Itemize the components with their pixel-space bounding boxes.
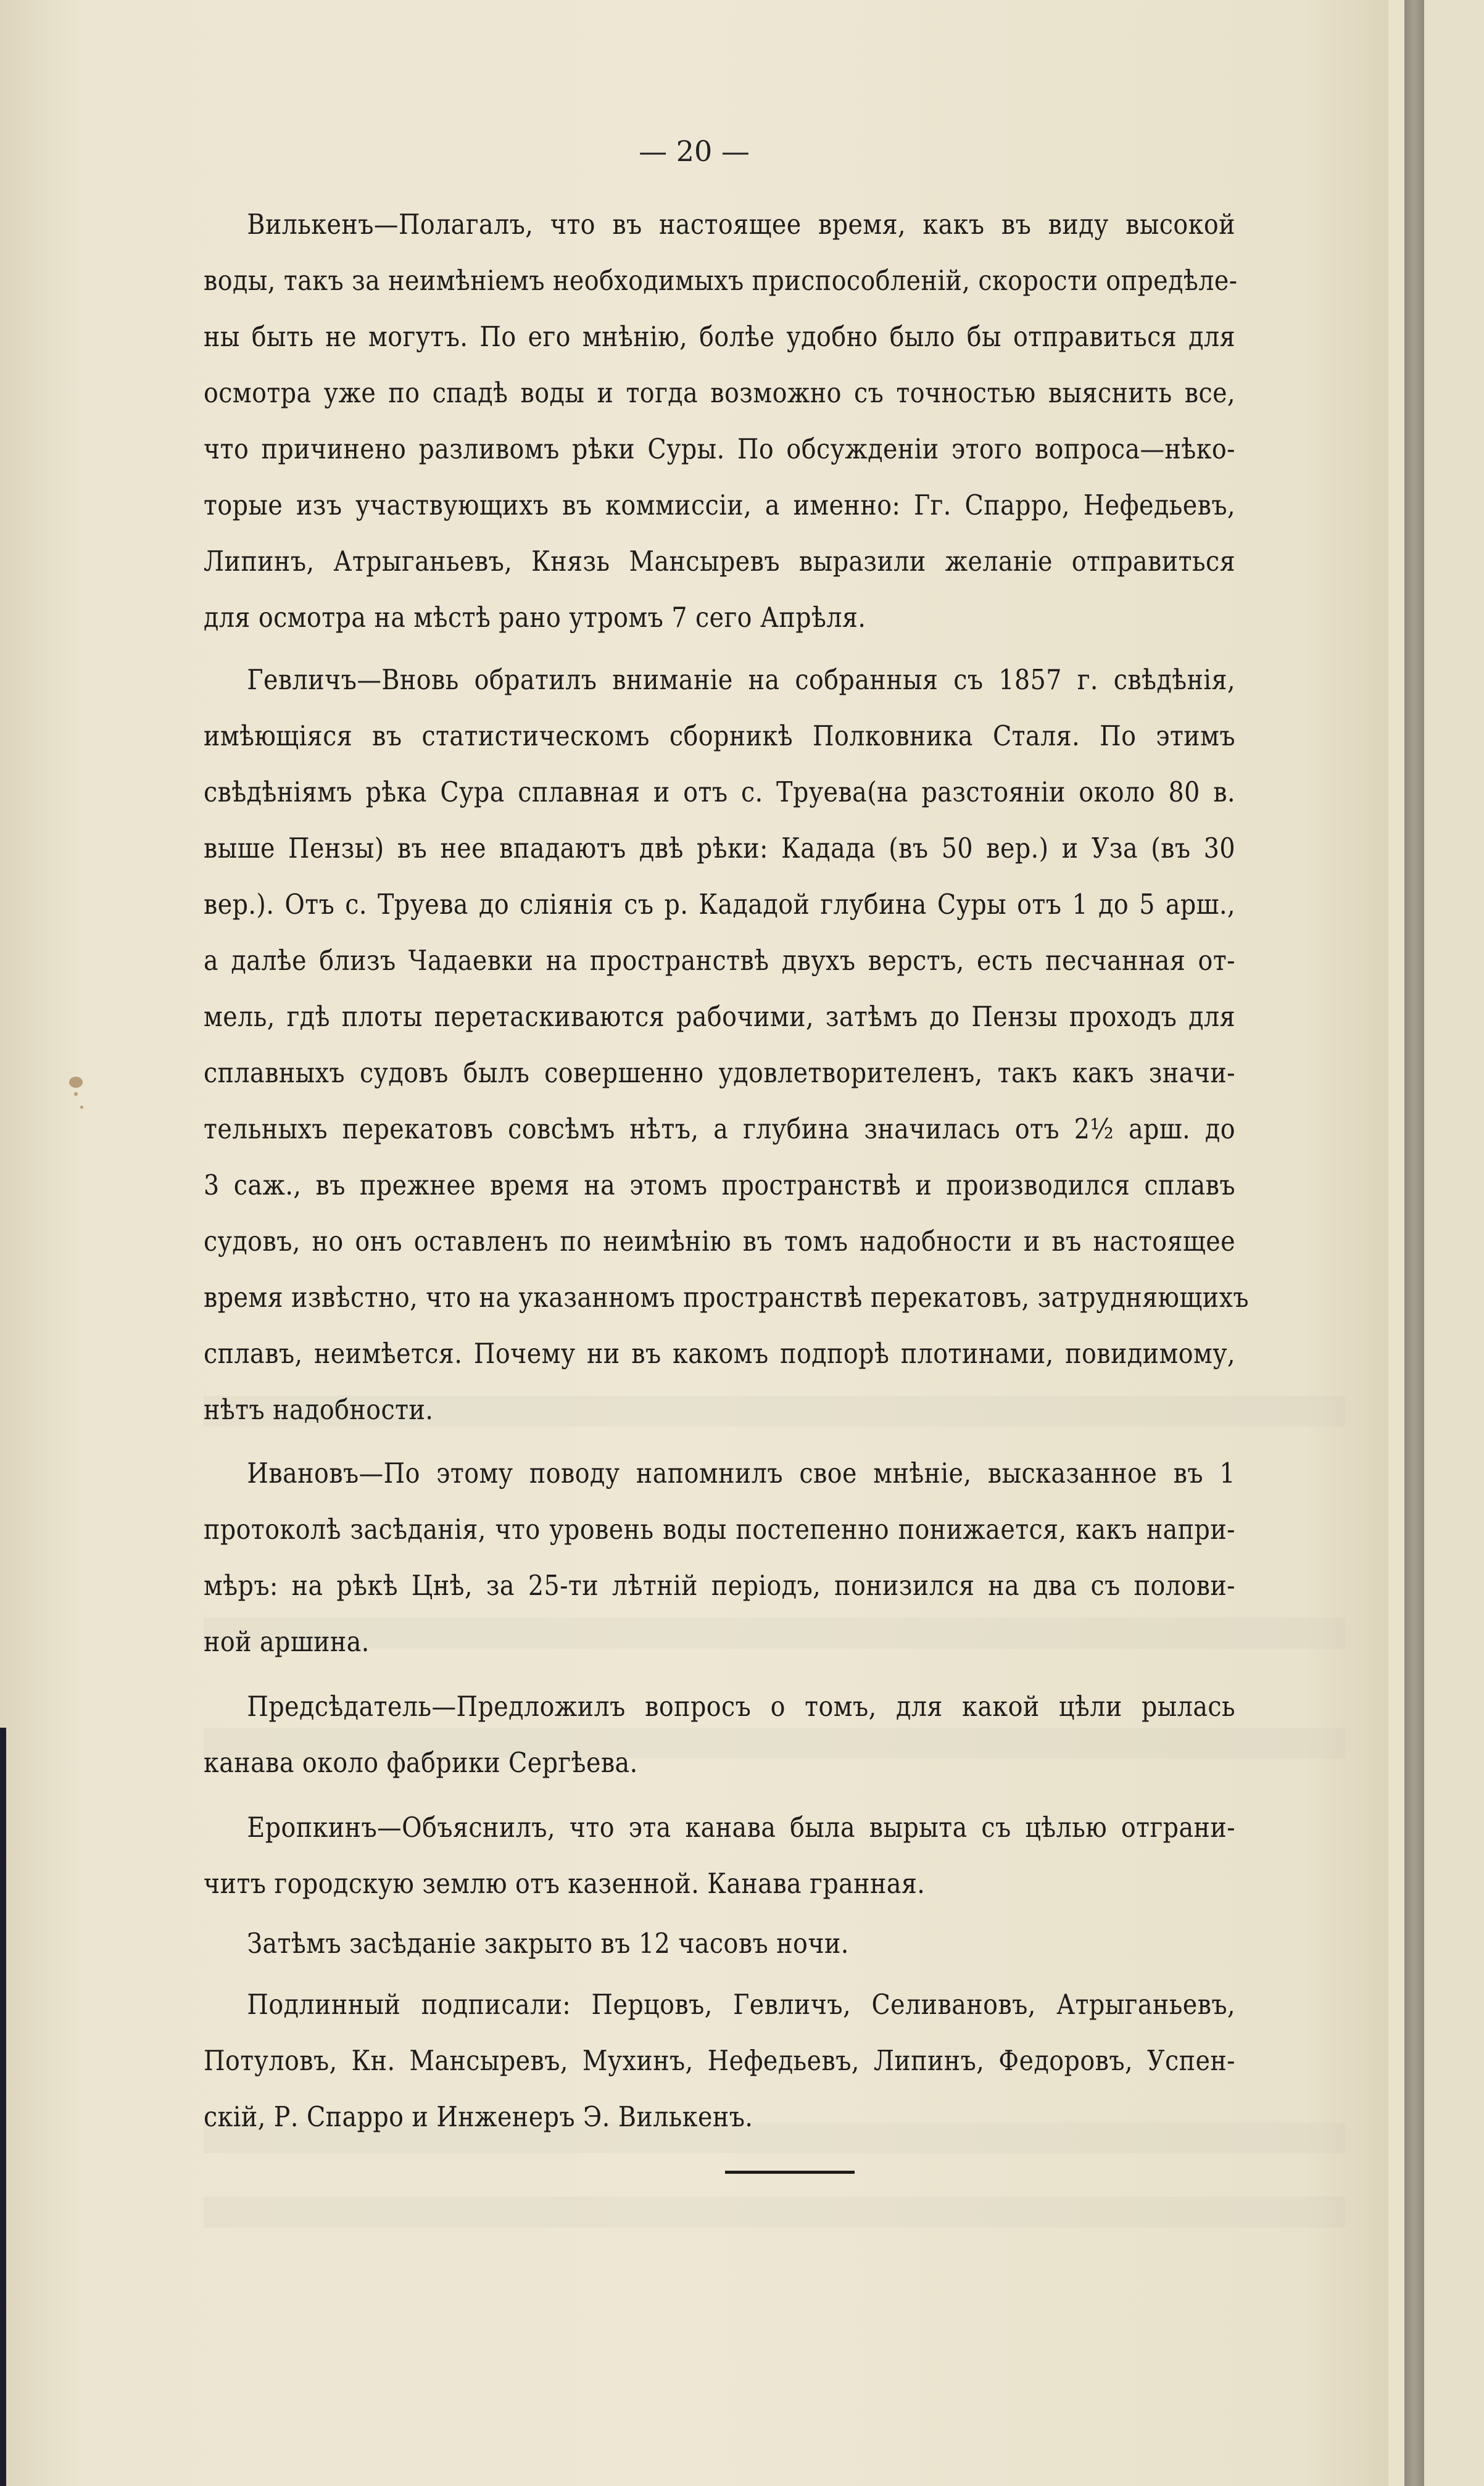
paper-stain: [80, 1106, 83, 1109]
text-line: Ивановъ—По этому поводу напомнилъ свое мнѣніе, высказанное въ 1: [247, 1457, 1235, 1490]
text-line: время извѣстно, что на указанномъ пространствѣ перекатовъ, затрудняющихъ: [204, 1281, 1249, 1314]
text-line: для осмотра на мѣстѣ рано утромъ 7 сего Апрѣля.: [204, 601, 866, 634]
text-line: вер.). Отъ с. Труева до сліянія съ р. Кададой глубина Суры отъ 1 до 5 арш.,: [204, 888, 1235, 921]
text-line: ной аршина.: [204, 1625, 370, 1658]
text-line: тельныхъ перекатовъ совсѣмъ нѣтъ, а глубина значилась отъ 2½ арш. до: [204, 1112, 1235, 1145]
paragraph: [204, 1678, 1235, 1791]
text-line: а далѣе близъ Чадаевки на пространствѣ двухъ верстъ, есть песчанная от-: [204, 944, 1235, 977]
text-line: Вилькенъ—Полагалъ, что въ настоящее время, какъ въ виду высокой: [247, 208, 1235, 241]
text-line: имѣющіяся въ статистическомъ сборникѣ Полковника Сталя. По этимъ: [204, 719, 1235, 752]
text-line: мѣръ: на рѣкѣ Цнѣ, за 25-ти лѣтній періодъ, понизился на два съ полови-: [204, 1569, 1235, 1602]
text-line: свѣдѣніямъ рѣка Сура сплавная и отъ с. Труева(на разстояніи около 80 в.: [204, 776, 1235, 808]
text-line: Подлинный подписали: Перцовъ, Гевличъ, Селивановъ, Атрыганьевъ,: [247, 1988, 1235, 2021]
book-gutter: [1404, 0, 1424, 2486]
text-line: сплавъ, неимѣется. Почему ни въ какомъ подпорѣ плотинами, повидимому,: [204, 1337, 1235, 1370]
page-number: — 20 —: [639, 135, 750, 168]
document-body: [204, 196, 1249, 2145]
adjacent-page-edge: [1424, 0, 1484, 2486]
text-line: Предсѣдатель—Предложилъ вопросъ о томъ, для какой цѣли рылась: [247, 1690, 1235, 1723]
text-line: мель, гдѣ плоты перетаскиваются рабочими, затѣмъ до Пензы проходъ для: [204, 1000, 1235, 1033]
paragraph: [204, 1976, 1235, 2145]
text-line: судовъ, но онъ оставленъ по неимѣнію въ томъ надобности и въ настоящее: [204, 1225, 1235, 1258]
text-line: торые изъ участвующихъ въ коммиссіи, а именно: Гг. Спарро, Нефедьевъ,: [204, 489, 1235, 521]
text-line: Гевличъ—Вновь обратилъ вниманіе на собранныя съ 1857 г. свѣдѣнія,: [247, 663, 1235, 696]
text-line: читъ городскую землю отъ казенной. Канава гранная.: [204, 1867, 926, 1900]
paper-stain: [69, 1077, 83, 1088]
paragraph: [204, 1445, 1235, 1670]
text-line: что причинено разливомъ рѣки Суры. По обсужденіи этого вопроса—нѣко-: [204, 433, 1235, 465]
text-line: 3 саж., въ прежнее время на этомъ пространствѣ и производился сплавъ: [204, 1169, 1235, 1201]
paragraph: [204, 1799, 1235, 1912]
text-line: сплавныхъ судовъ былъ совершенно удовлетворителенъ, такъ какъ значи-: [204, 1056, 1235, 1089]
text-line: протоколѣ засѣданія, что уровень воды постепенно понижается, какъ напри-: [204, 1513, 1235, 1546]
paper-stain: [74, 1092, 78, 1096]
text-line: нѣтъ надобности.: [204, 1393, 434, 1426]
text-line: выше Пензы) въ нее впадаютъ двѣ рѣки: Кадада (въ 50 вер.) и Уза (въ 30: [204, 832, 1235, 864]
text-line: Затѣмъ засѣданіе закрыто въ 12 часовъ ночи.: [247, 1927, 849, 1960]
paragraph: [204, 652, 1249, 1438]
paragraph: [204, 1915, 1235, 1971]
text-line: Потуловъ, Кн. Мансыревъ, Мухинъ, Нефедьевъ, Липинъ, Федоровъ, Успен-: [204, 2044, 1235, 2077]
text-line: воды, такъ за неимѣніемъ необходимыхъ приспособленій, скорости опредѣле-: [204, 264, 1238, 297]
text-line: осмотра уже по спадѣ воды и тогда возможно съ точностью выяснить все,: [204, 376, 1235, 409]
paragraph: [204, 196, 1238, 645]
text-line: ны быть не могутъ. По его мнѣнію, болѣе удобно было бы отправиться для: [204, 320, 1235, 353]
bleed-through: [204, 2197, 1345, 2227]
text-line: канава около фабрики Сергѣева.: [204, 1746, 638, 1779]
text-line: Еропкинъ—Объяснилъ, что эта канава была вырыта съ цѣлью отграни-: [247, 1811, 1235, 1844]
text-line: Липинъ, Атрыганьевъ, Князь Мансыревъ выразили желаніе отправиться: [204, 545, 1235, 578]
closing-rule: [725, 2171, 855, 2174]
scan-edge: [0, 1728, 6, 2486]
text-line: скій, Р. Спарро и Инженеръ Э. Вилькенъ.: [204, 2100, 753, 2133]
